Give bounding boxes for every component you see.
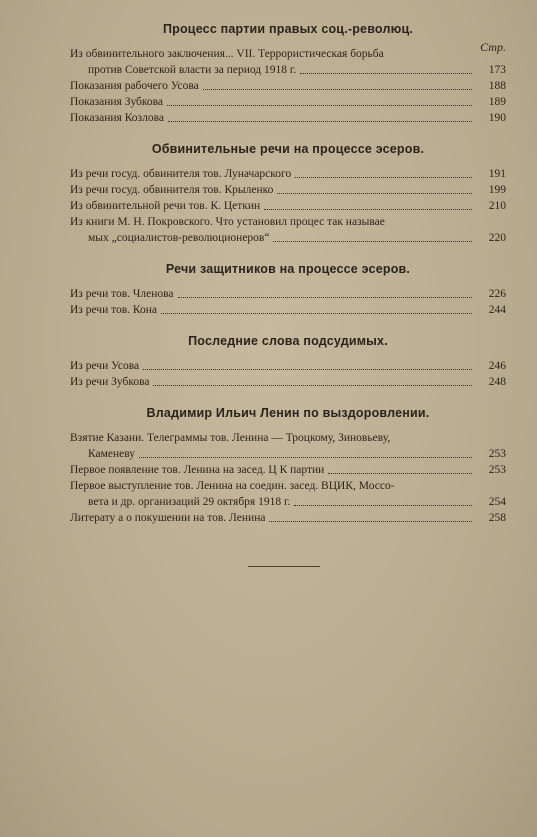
entry-title: Из обвинительной речи тов. К. Цеткин [70, 200, 261, 212]
entry-title: Из речи тов. Кона [70, 304, 158, 316]
section-title: Обвинительные речи на процессе эсеров. [151, 142, 425, 156]
entry-title: Из речи госуд. обвинителя тов. Луначарского [70, 168, 292, 180]
entry-page-number: 220 [488, 232, 506, 244]
toc-entry-line [70, 302, 506, 318]
leader-dots [300, 73, 472, 74]
toc-entry-line [70, 78, 506, 94]
leader-dots [294, 505, 472, 506]
table-of-contents [70, 22, 506, 542]
entry-title: Показания рабочего Усова [70, 80, 199, 92]
entry-page-number: 248 [488, 376, 506, 388]
leader-dots [153, 385, 472, 386]
section-title: Процесс партии правых соц.-революц. [162, 22, 414, 36]
toc-section [70, 262, 506, 318]
toc-entry-line [70, 358, 506, 374]
leader-dots [161, 313, 472, 314]
toc-entry-line [70, 166, 506, 182]
toc-section [70, 22, 506, 126]
entry-title: Показания Зубкова [70, 96, 164, 108]
leader-dots [167, 105, 472, 106]
leader-dots [328, 473, 472, 474]
entry-title: Показания Козлова [70, 112, 164, 124]
section-title: Речи защитников на процессе эсеров. [165, 262, 411, 276]
entry-page-number: 244 [488, 304, 506, 316]
entry-page-number: 190 [488, 112, 506, 124]
entry-page-number: 253 [488, 448, 506, 460]
toc-entry-line [70, 478, 506, 494]
toc-entry-line [70, 286, 506, 302]
entry-page-number: 210 [488, 200, 506, 212]
toc-entry-line [70, 94, 506, 110]
entry-title: вета и др. организаций 29 октября 1918 г. [88, 496, 291, 508]
entry-title: Взятие Казани. Телеграммы тов. Ленина — Троцкому, Зиновьеву, [70, 432, 391, 444]
entry-title: Первое выступление тов. Ленина на соедин. засед. ВЦИК, Моссо- [70, 480, 395, 492]
leader-dots [295, 177, 472, 178]
toc-section [70, 142, 506, 246]
entry-title: Из речи госуд. обвинителя тов. Крыленко [70, 184, 274, 196]
entry-page-number: 258 [488, 512, 506, 524]
toc-entry-line [70, 110, 506, 126]
leader-dots [277, 193, 472, 194]
toc-entry-line [70, 462, 506, 478]
entry-title: против Советской власти за период 1918 г. [88, 64, 297, 76]
toc-entry-line [70, 214, 506, 230]
closing-rule [248, 566, 320, 567]
page-column-label: Стр. [480, 40, 506, 54]
section-title: Владимир Ильич Ленин по выздоровлении. [146, 406, 430, 420]
toc-entry-line [70, 46, 506, 62]
leader-dots [203, 89, 472, 90]
toc-entry-line [70, 198, 506, 214]
leader-dots [269, 521, 472, 522]
toc-section [70, 334, 506, 390]
entry-title: Первое появление тов. Ленина на засед. Ц К партии [70, 464, 325, 476]
entry-title: Из речи Усова [70, 360, 140, 372]
leader-dots [168, 121, 472, 122]
entry-page-number: 189 [488, 96, 506, 108]
entry-title: Из книги М. Н. Покровского. Что установил процес так называе [70, 216, 385, 228]
entry-title: Из речи тов. Членова [70, 288, 174, 300]
toc-entry-line [70, 230, 506, 246]
entry-title: Из обвинительного заключения... VII. Террористическая борьба [70, 48, 384, 60]
entry-page-number: 246 [488, 360, 506, 372]
leader-dots [178, 297, 472, 298]
toc-entry-line [70, 62, 506, 78]
toc-entry-line [70, 494, 506, 510]
entry-title: Каменеву [88, 448, 136, 460]
entry-title: Из речи Зубкова [70, 376, 150, 388]
entry-title: Литерату а о покушении на тов. Ленина [70, 512, 266, 524]
entry-page-number: 254 [488, 496, 506, 508]
toc-entry-line [70, 374, 506, 390]
leader-dots [139, 457, 472, 458]
toc-entry-line [70, 510, 506, 526]
entry-title: мых „социалистов-революционеров“ [88, 232, 270, 244]
toc-entry-line [70, 182, 506, 198]
entry-page-number: 188 [488, 80, 506, 92]
leader-dots [143, 369, 472, 370]
entry-page-number: 173 [488, 64, 506, 76]
entry-page-number: 226 [488, 288, 506, 300]
entry-page-number: 191 [488, 168, 506, 180]
section-title: Последние слова подсудимых. [188, 334, 388, 348]
entry-page-number: 253 [488, 464, 506, 476]
toc-entry-line [70, 430, 506, 446]
leader-dots [273, 241, 472, 242]
leader-dots [264, 209, 472, 210]
entry-page-number: 199 [488, 184, 506, 196]
toc-section [70, 406, 506, 526]
toc-entry-line [70, 446, 506, 462]
